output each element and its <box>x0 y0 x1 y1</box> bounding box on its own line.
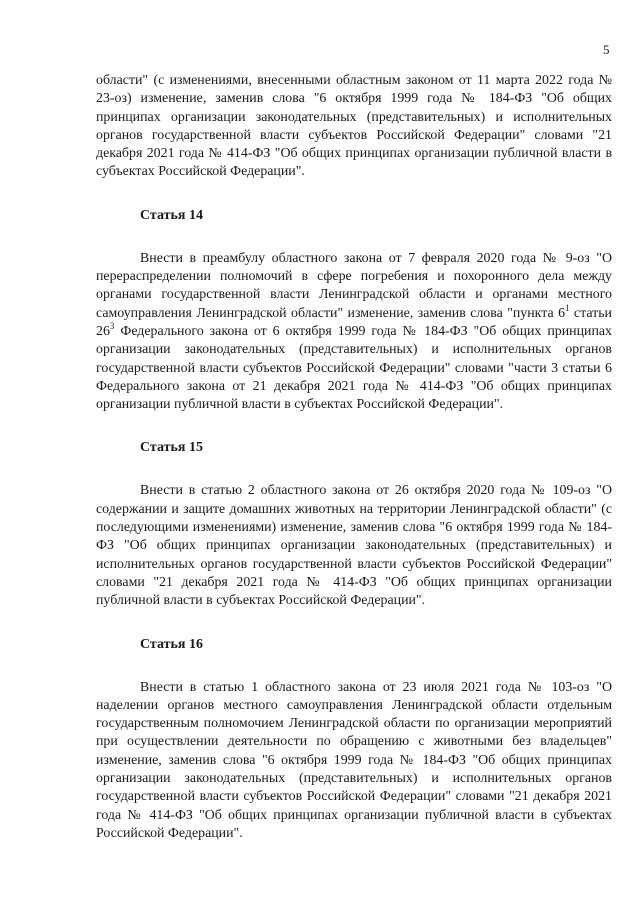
article-14-text-part-1: Внести в преамбулу областного закона от 7 февраля 2020 года № 9-оз "О перераспределении полномочий в сфере погребения и похоронного дела между органами государственной власти Ленинградской области и органами местного самоуправления Ленинградской области" изменение, заменив слова "пункта 6 <box>96 250 612 321</box>
article-15-heading: Статья 15 <box>140 440 203 456</box>
article-14-heading: Статья 14 <box>140 207 203 223</box>
article-14-paragraph <box>96 250 612 415</box>
intro-paragraph: области" (с изменениями, внесенными областным законом от 11 марта 2022 года № 23-оз) изменение, заменив слова "6 октября 1999 года № 184-ФЗ "Об общих принципах организации законодательных (представительных) и исполнительных органов государственной власти субъектов Российской Федерации" словами "21 декабря 2021 года № 414-ФЗ "Об общих принципах организации публичной власти в субъектах Российской Федерации". <box>96 73 612 180</box>
article-14-superscript-2: 3 <box>109 320 115 331</box>
article-16-paragraph: Внести в статью 1 областного закона от 23 июля 2021 года № 103-оз "О наделении органов местного самоуправления Ленинградской области отдельным государственным полномочием Ленинградской области по организации мероприятий при осуществлении деятельности по обращению с животными без владельцев" изменение, заменив слова "6 октября 1999 года № 184-ФЗ "Об общих принципах организации законодательных (представительных) и исполнительных органов государственной власти субъектов Российской Федерации" словами "21 декабря 2021 года № 414-ФЗ "Об общих принципах организации публичной власти в субъектах Российской Федерации". <box>96 679 612 841</box>
page-number: 5 <box>603 42 610 57</box>
article-14-text-part-2: статьи 26 <box>96 305 612 339</box>
article-14-superscript-1: 1 <box>565 302 570 313</box>
article-14-text-part-3: Федерального закона от 6 октября 1999 года № 184-ФЗ "Об общих принципах организации законодательных (представительных) и исполнительных органов государственной власти субъектов Российской Федерации" словами "части 3 статьи 6 Федерального закона от 21 декабря 2021 года № 414-ФЗ "Об общих принципах организации публичной власти в субъектах Российской Федерации". <box>96 323 612 413</box>
document-body <box>96 72 612 843</box>
article-16-heading: Статья 16 <box>140 636 203 652</box>
article-15-paragraph: Внести в статью 2 областного закона от 26 октября 2020 года № 109-оз "О содержании и защите домашних животных на территории Ленинградской области" (с последующими изменениями) изменение, заменив слова "6 октября 1999 года № 184-ФЗ "Об общих принципах организации законодательных (представительных) и исполнительных органов государственной власти субъектов Российской Федерации" словами "21 декабря 2021 года № 414-ФЗ "Об общих принципах организации публичной власти в субъектах Российской Федерации". <box>96 483 612 609</box>
